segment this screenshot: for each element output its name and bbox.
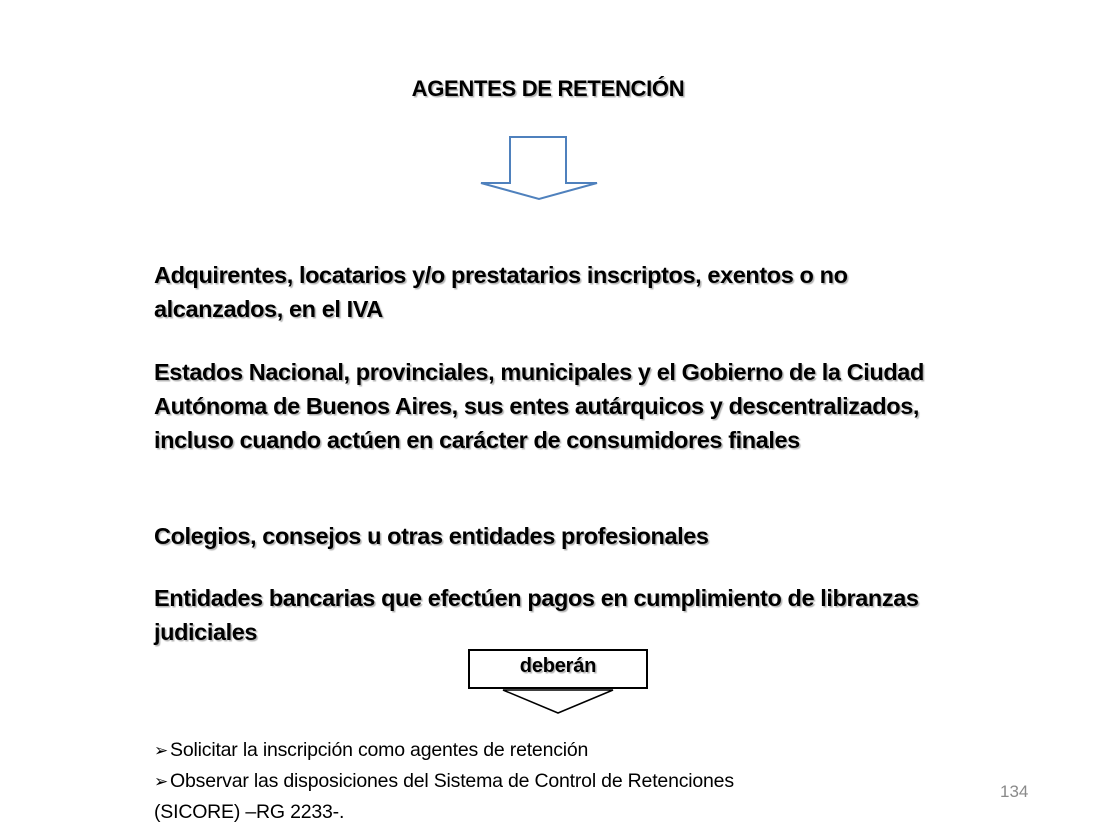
agent-paragraph-adquirentes: Adquirentes, locatarios y/o prestatarios inscriptos, exentos o no alcanzados, en el IVA xyxy=(154,262,848,322)
obligations-list xyxy=(154,735,954,828)
agent-paragraph-entidades-bancarias: Entidades bancarias que efectúen pagos en cumplimiento de libranzas judiciales xyxy=(154,585,919,645)
arrow-bullet-icon: ➢ xyxy=(154,772,169,791)
list-item xyxy=(154,766,954,797)
small-down-arrow-shape xyxy=(503,690,613,713)
list-item-text: Observar las disposiciones del Sistema de Control de Retenciones xyxy=(170,770,734,792)
down-arrow-icon xyxy=(480,136,604,202)
deberan-label: deberán xyxy=(519,655,597,677)
small-down-arrow-icon xyxy=(502,689,614,715)
agent-paragraph-colegios: Colegios, consejos u otras entidades profesionales xyxy=(154,523,709,549)
list-item-text: Solicitar la inscripción como agentes de retención xyxy=(170,739,589,761)
page-number: 134 xyxy=(1000,782,1029,801)
deberan-box xyxy=(468,649,648,689)
list-item-continuation: (SICORE) –RG 2233-. xyxy=(154,801,345,823)
down-arrow-shape xyxy=(481,137,597,199)
agent-paragraph-estados: Estados Nacional, provinciales, municipales y el Gobierno de la Ciudad Autónoma de Buenos Aires, sus entes autárquicos y descentralizados, incluso cuando actúen en carácter de consumidores finales xyxy=(154,359,924,453)
slide-title: AGENTES DE RETENCIÓN xyxy=(411,76,685,101)
list-item xyxy=(154,735,954,766)
arrow-bullet-icon: ➢ xyxy=(154,741,169,760)
